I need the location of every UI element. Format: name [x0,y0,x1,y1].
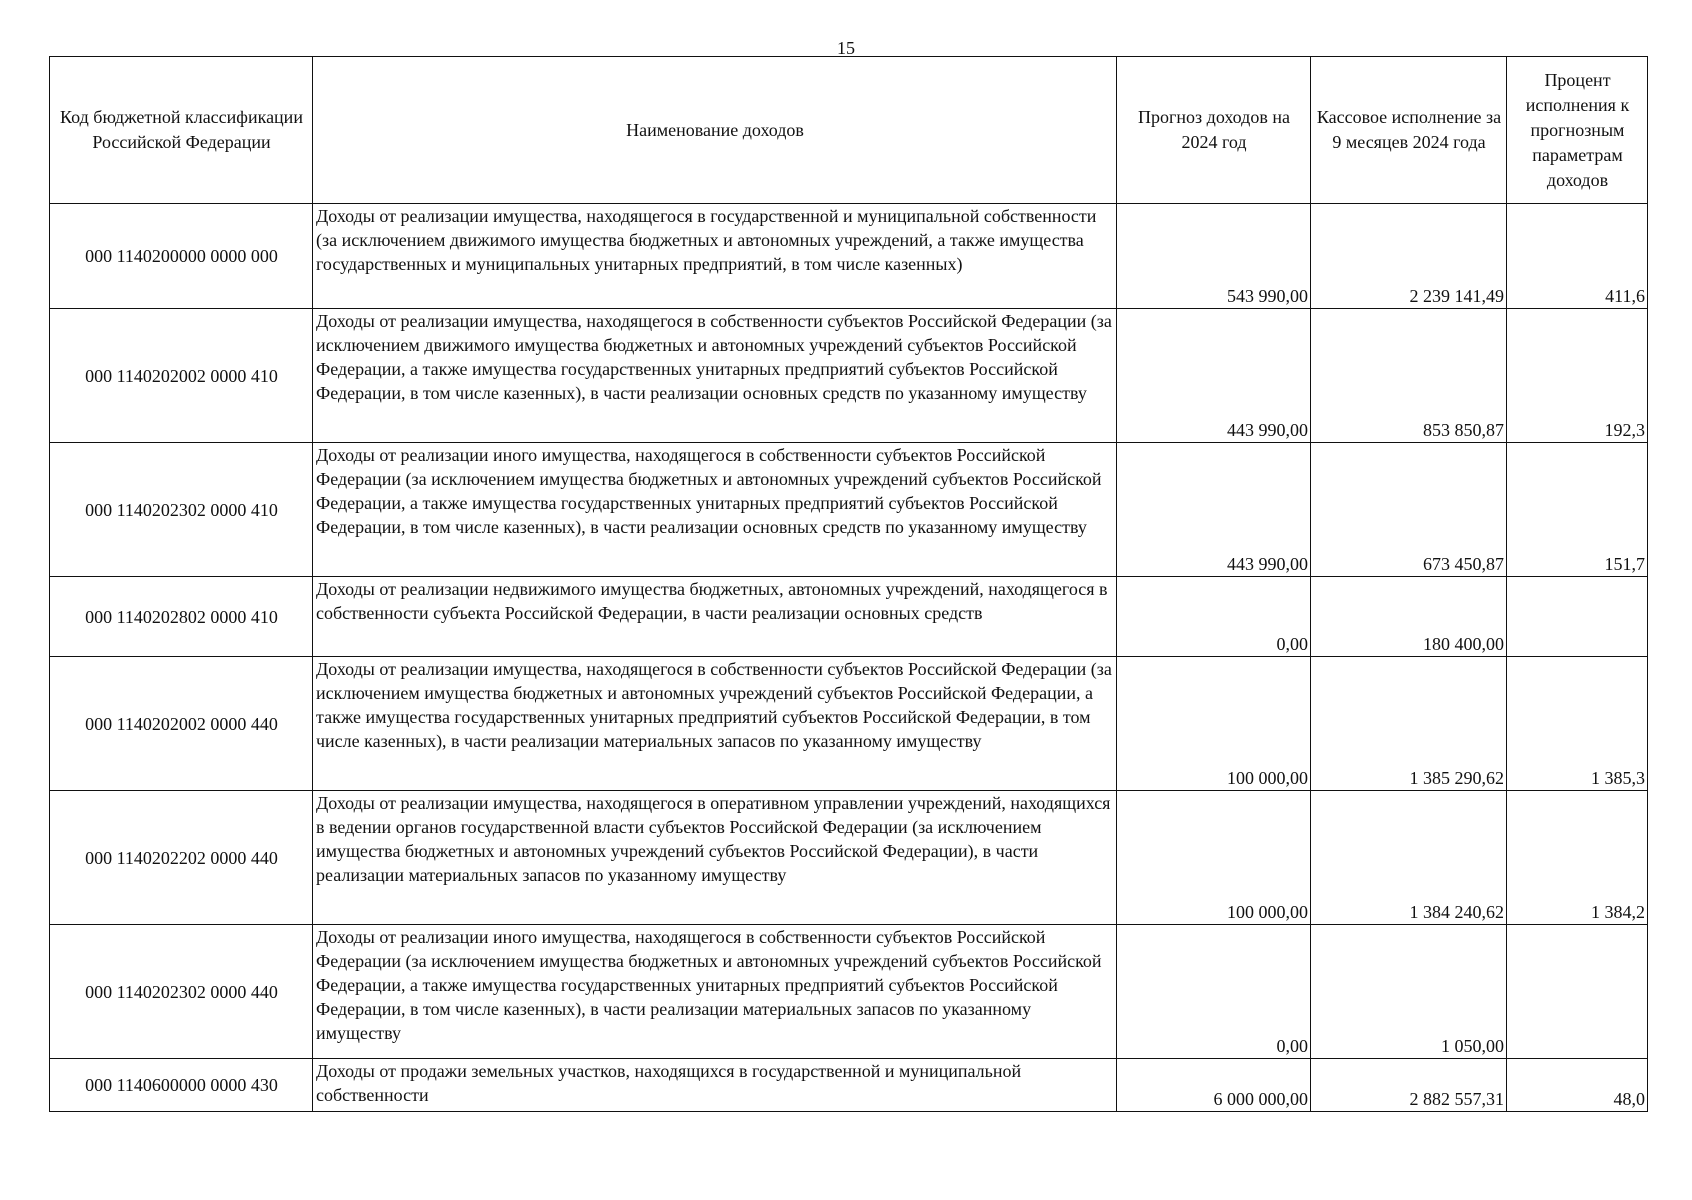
table-row [50,657,1648,791]
row-percent: 48,0 [1507,1059,1648,1112]
row-code: 000 1140202302 0000 440 [50,925,313,1059]
row-percent: 1 385,3 [1507,657,1648,791]
row-cash: 1 384 240,62 [1311,791,1507,925]
table-row [50,1059,1648,1112]
row-forecast: 0,00 [1117,925,1311,1059]
header-name: Наименование доходов [313,57,1117,204]
row-forecast: 0,00 [1117,577,1311,657]
table-row [50,443,1648,577]
row-name: Доходы от реализации имущества, находящегося в собственности субъектов Российской Федерации (за исключением движимого имущества бюджетных и автономных учреждений субъектов Российской Федерации, а также имущества государственных унитарных предприятий субъектов Российской Федерации, в том числе казенных), в части реализации основных средств по указанному имуществу [313,309,1117,443]
page-number: 15 [837,38,855,58]
row-cash: 2 882 557,31 [1311,1059,1507,1112]
row-cash: 673 450,87 [1311,443,1507,577]
header-row [50,57,1648,204]
row-cash: 2 239 141,49 [1311,204,1507,309]
row-forecast: 100 000,00 [1117,657,1311,791]
row-code: 000 1140202302 0000 410 [50,443,313,577]
table-row [50,577,1648,657]
row-code: 000 1140202802 0000 410 [50,577,313,657]
row-forecast: 6 000 000,00 [1117,1059,1311,1112]
row-percent [1507,925,1648,1059]
row-code: 000 1140202002 0000 410 [50,309,313,443]
table-row [50,791,1648,925]
row-percent: 151,7 [1507,443,1648,577]
header-forecast: Прогноз доходов на 2024 год [1117,57,1311,204]
row-percent [1507,577,1648,657]
table-body [50,204,1648,1112]
table-row [50,925,1648,1059]
row-name: Доходы от реализации иного имущества, находящегося в собственности субъектов Российской Федерации (за исключением имущества бюджетных и автономных учреждений субъектов Российской Федерации, а также имущества государственных унитарных предприятий субъектов Российской Федерации, в том числе казенных), в части реализации основных средств по указанному имуществу [313,443,1117,577]
row-percent: 411,6 [1507,204,1648,309]
row-cash: 1 050,00 [1311,925,1507,1059]
row-code: 000 1140202202 0000 440 [50,791,313,925]
row-cash: 180 400,00 [1311,577,1507,657]
row-percent: 192,3 [1507,309,1648,443]
row-code: 000 1140202002 0000 440 [50,657,313,791]
header-percent: Процент исполнения к прогнозным параметрам доходов [1507,57,1648,204]
row-name: Доходы от реализации имущества, находящегося в собственности субъектов Российской Федерации (за исключением имущества бюджетных и автономных учреждений субъектов Российской Федерации, а также имущества государственных унитарных предприятий субъектов Российской Федерации, в том числе казенных), в части реализации материальных запасов по указанному имуществу [313,657,1117,791]
header-code: Код бюджетной классификации Российской Федерации [50,57,313,204]
row-name: Доходы от реализации имущества, находящегося в государственной и муниципальной собственности (за исключением движимого имущества бюджетных и автономных учреждений, а также имущества государственных и муниципальных унитарных предприятий, в том числе казенных) [313,204,1117,309]
table-row [50,309,1648,443]
row-code: 000 1140200000 0000 000 [50,204,313,309]
row-forecast: 443 990,00 [1117,443,1311,577]
row-forecast: 100 000,00 [1117,791,1311,925]
row-name: Доходы от продажи земельных участков, находящихся в государственной и муниципальной собственности [313,1059,1117,1112]
row-name: Доходы от реализации недвижимого имущества бюджетных, автономных учреждений, находящегося в собственности субъекта Российской Федерации, в части реализации основных средств [313,577,1117,657]
row-forecast: 543 990,00 [1117,204,1311,309]
table-row [50,204,1648,309]
row-cash: 1 385 290,62 [1311,657,1507,791]
table-header [50,57,1648,204]
row-code: 000 1140600000 0000 430 [50,1059,313,1112]
row-name: Доходы от реализации иного имущества, находящегося в собственности субъектов Российской Федерации (за исключением имущества бюджетных и автономных учреждений субъектов Российской Федерации, а также имущества государственных унитарных предприятий субъектов Российской Федерации, в том числе казенных), в части реализации материальных запасов по указанному имуществу [313,925,1117,1059]
header-cash: Кассовое исполнение за 9 месяцев 2024 года [1311,57,1507,204]
row-forecast: 443 990,00 [1117,309,1311,443]
row-percent: 1 384,2 [1507,791,1648,925]
row-name: Доходы от реализации имущества, находящегося в оперативном управлении учреждений, находящихся в ведении органов государственной власти субъектов Российской Федерации (за исключением имущества бюджетных и автономных учреждений субъектов Российской Федерации), в части реализации материальных запасов по указанному имуществу [313,791,1117,925]
row-cash: 853 850,87 [1311,309,1507,443]
revenue-table [49,56,1648,1112]
